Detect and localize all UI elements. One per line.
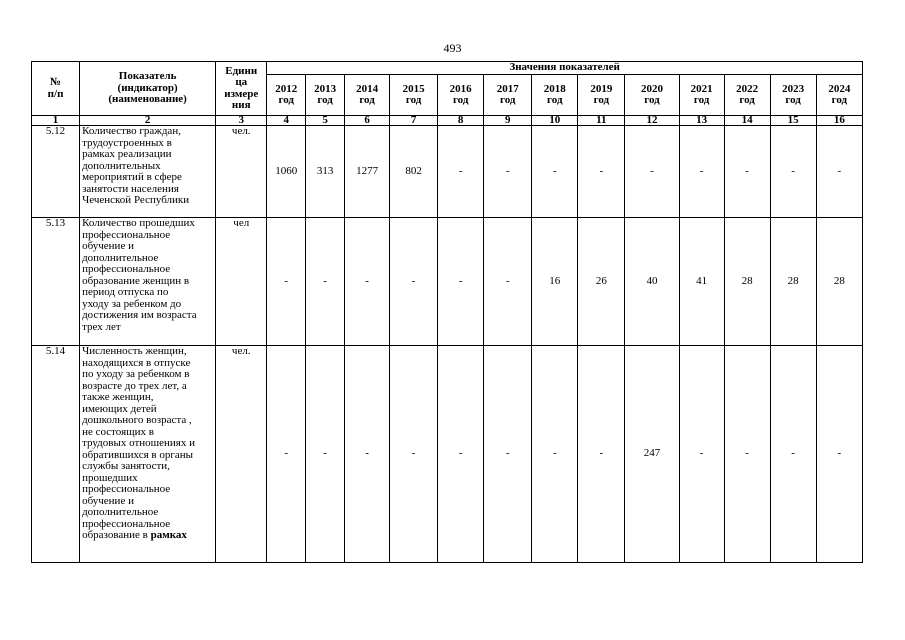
header-year: 2018 год (532, 75, 578, 116)
row-indicator-name (80, 346, 216, 563)
row-value: - (484, 218, 532, 346)
header-year: 2019 год (578, 75, 625, 116)
column-number: 5 (306, 116, 345, 126)
row-unit: чел. (216, 346, 267, 563)
row-value: 247 (625, 346, 679, 563)
row-value: - (345, 346, 390, 563)
header-num: № п/п (32, 62, 80, 116)
header-year: 2023 год (770, 75, 816, 116)
row-value: - (438, 126, 484, 218)
row-value: 802 (390, 126, 438, 218)
row-value: - (816, 346, 862, 563)
table-row (32, 218, 863, 346)
row-value: - (306, 218, 345, 346)
row-value: 28 (770, 218, 816, 346)
row-indicator-text: Количество прошедших профессиональное обучение и дополнительное профессиональное образование женщин в период отпуска по уходу за ребенком до достижения им возраста трех лет (82, 217, 197, 333)
row-value: 40 (625, 218, 679, 346)
row-value: - (438, 218, 484, 346)
row-indicator-name (80, 218, 216, 346)
column-number: 2 (80, 116, 216, 126)
row-indicator-text: Количество граждан, трудоустроенных в рамках реализации дополнительных мероприятий в сфере занятости населения Чеченской Республики (82, 125, 190, 206)
row-indicator-name (80, 126, 216, 218)
column-number: 4 (267, 116, 306, 126)
row-value: - (770, 346, 816, 563)
column-number: 10 (532, 116, 578, 126)
row-value: - (578, 126, 625, 218)
row-indicator-text-bold: рамках (150, 529, 187, 541)
row-unit: чел (216, 218, 267, 346)
table-row (32, 126, 863, 218)
column-number: 11 (578, 116, 625, 126)
row-value: 16 (532, 218, 578, 346)
column-number: 6 (345, 116, 390, 126)
row-value: - (390, 346, 438, 563)
indicators-table (31, 61, 863, 563)
row-code: 5.13 (32, 218, 80, 346)
row-value: 1277 (345, 126, 390, 218)
row-value: 28 (724, 218, 770, 346)
header-year: 2014 год (345, 75, 390, 116)
header-year: 2016 год (438, 75, 484, 116)
column-number: 13 (679, 116, 724, 126)
table-row (32, 346, 863, 563)
header-year: 2012 год (267, 75, 306, 116)
row-value: - (484, 346, 532, 563)
header-year: 2022 год (724, 75, 770, 116)
row-value: - (532, 346, 578, 563)
column-number: 9 (484, 116, 532, 126)
row-value: - (724, 346, 770, 563)
row-value: 28 (816, 218, 862, 346)
row-value: - (625, 126, 679, 218)
row-code: 5.14 (32, 346, 80, 563)
column-number: 12 (625, 116, 679, 126)
header-year: 2015 год (390, 75, 438, 116)
header-year: 2024 год (816, 75, 862, 116)
row-value: - (578, 346, 625, 563)
header-year: 2021 год (679, 75, 724, 116)
row-value: - (679, 126, 724, 218)
header-indicator: Показатель (индикатор) (наименование) (80, 62, 216, 116)
row-value: - (770, 126, 816, 218)
row-value: - (679, 346, 724, 563)
header-year: 2013 год (306, 75, 345, 116)
page-number: 493 (443, 41, 462, 55)
row-value: 313 (306, 126, 345, 218)
row-value: - (267, 218, 306, 346)
row-value: - (438, 346, 484, 563)
column-number: 3 (216, 116, 267, 126)
column-number: 1 (32, 116, 80, 126)
column-number: 8 (438, 116, 484, 126)
column-number: 15 (770, 116, 816, 126)
row-value: 26 (578, 218, 625, 346)
row-value: - (484, 126, 532, 218)
row-value: - (345, 218, 390, 346)
column-number: 14 (724, 116, 770, 126)
header-year: 2020 год (625, 75, 679, 116)
column-number: 7 (390, 116, 438, 126)
row-unit: чел. (216, 126, 267, 218)
row-indicator-text: Численность женщин, находящихся в отпуске по уходу за ребенком в возрасте до трех лет, а также женщин, имеющих детей дошкольного возраста , не состоящих в трудовых отношениях и обратившихся в органы службы занятости, прошедших профессиональное обучение и дополнительное профессиональное образование в (82, 345, 195, 541)
row-value: - (390, 218, 438, 346)
column-number: 16 (816, 116, 862, 126)
row-value: 41 (679, 218, 724, 346)
row-value: - (306, 346, 345, 563)
row-value: - (532, 126, 578, 218)
row-value: - (816, 126, 862, 218)
row-code: 5.12 (32, 126, 80, 218)
header-unit: Едини ца измере ния (216, 62, 267, 116)
header-values-group: Значения показателей (267, 62, 863, 75)
row-value: 1060 (267, 126, 306, 218)
row-value: - (724, 126, 770, 218)
header-year: 2017 год (484, 75, 532, 116)
row-value: - (267, 346, 306, 563)
